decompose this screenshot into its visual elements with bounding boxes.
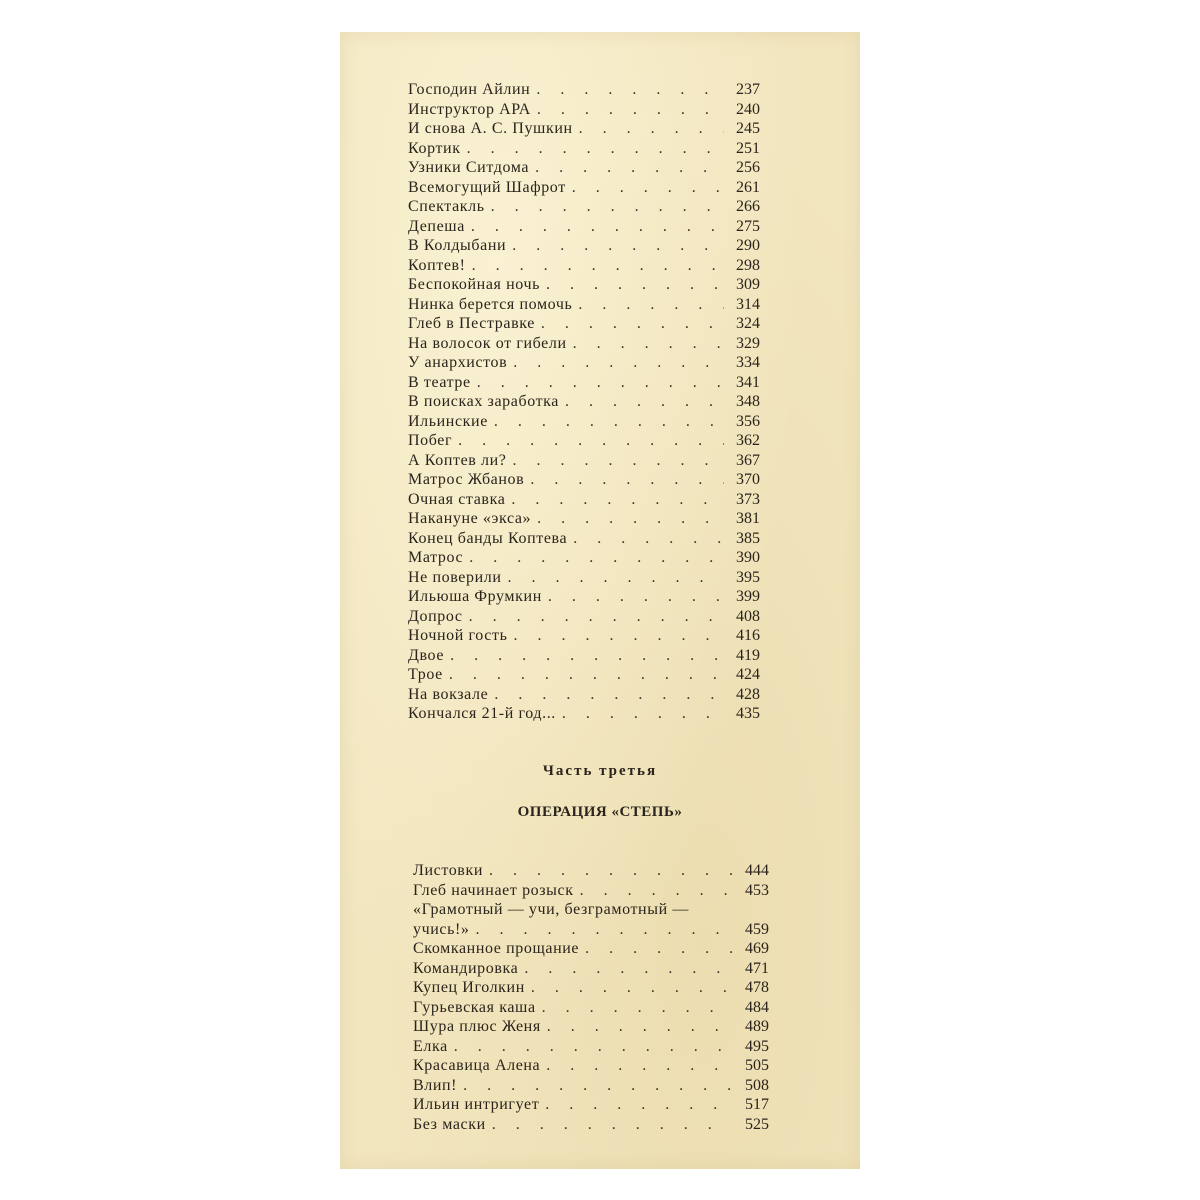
toc-entry-page: 275 bbox=[736, 217, 760, 235]
toc-entry-page: 390 bbox=[736, 549, 760, 566]
toc-leader-dots bbox=[574, 881, 733, 901]
toc-entry bbox=[408, 275, 760, 295]
toc-leader-dots bbox=[567, 529, 724, 549]
toc-entry bbox=[413, 959, 769, 979]
toc-entry bbox=[408, 80, 760, 100]
toc-entry-page: 373 bbox=[736, 490, 760, 508]
toc-entry-title: Кончался 21-й год... bbox=[408, 705, 556, 722]
toc-entry-title: В Колдыбани bbox=[408, 237, 507, 254]
toc-entry bbox=[413, 1076, 769, 1096]
toc-leader-dots bbox=[505, 490, 724, 510]
toc-entry-title: Допрос bbox=[408, 607, 463, 625]
toc-entry bbox=[408, 373, 760, 393]
toc-entry-page: 314 bbox=[736, 295, 760, 313]
toc-entry bbox=[408, 568, 760, 588]
toc-entry-title: Накануне «экса» bbox=[408, 510, 532, 527]
toc-leader-dots bbox=[452, 431, 724, 451]
toc-entry-title: Господин Айлин bbox=[408, 81, 531, 98]
toc-entry bbox=[408, 509, 760, 529]
toc-entry bbox=[413, 1017, 769, 1037]
toc-entry-title: Ночной гость bbox=[408, 627, 508, 644]
toc-entry bbox=[408, 236, 760, 256]
toc-entry bbox=[413, 900, 769, 920]
toc-leader-dots bbox=[535, 314, 724, 334]
toc-entry-title: Беспокойная ночь bbox=[408, 276, 540, 293]
toc-leader-dots bbox=[488, 412, 724, 432]
toc-entry-page: 478 bbox=[745, 979, 769, 996]
toc-leader-dots bbox=[470, 920, 733, 940]
toc-entry bbox=[408, 704, 760, 724]
toc-entry-title: И снова А. С. Пушкин bbox=[408, 120, 573, 137]
toc-entry-title: Инструктор АРА bbox=[408, 100, 531, 118]
toc-leader-dots bbox=[579, 939, 733, 959]
toc-entry bbox=[413, 881, 769, 901]
toc-entry-page: 484 bbox=[745, 998, 769, 1016]
toc-entry bbox=[408, 451, 760, 471]
toc-entry-page: 348 bbox=[736, 393, 760, 410]
toc-leader-dots bbox=[540, 275, 724, 295]
toc-leader-dots bbox=[507, 451, 725, 471]
toc-entry bbox=[408, 646, 760, 666]
toc-entry-title: В театре bbox=[408, 373, 471, 391]
toc-entry bbox=[408, 217, 760, 237]
toc-entry bbox=[408, 470, 760, 490]
toc-entry-page: 240 bbox=[736, 100, 760, 118]
toc-list-part-two bbox=[408, 80, 760, 724]
toc-entry-title: Скомканное прощание bbox=[413, 940, 580, 957]
toc-entry-page: 298 bbox=[736, 256, 760, 274]
toc-entry-title: Кортик bbox=[408, 139, 461, 157]
toc-entry-page: 245 bbox=[736, 120, 760, 137]
toc-entry bbox=[408, 256, 760, 276]
toc-leader-dots bbox=[518, 959, 733, 979]
toc-leader-dots bbox=[572, 295, 724, 315]
toc-entry bbox=[408, 100, 760, 120]
toc-leader-dots bbox=[573, 119, 724, 139]
toc-leader-dots bbox=[567, 334, 724, 354]
toc-entry bbox=[413, 1115, 769, 1135]
toc-leader-dots bbox=[461, 139, 724, 159]
toc-entry-page: 495 bbox=[745, 1037, 769, 1055]
toc-leader-dots bbox=[448, 1037, 733, 1057]
toc-entry-page: 399 bbox=[736, 588, 760, 605]
toc-entry-page: 381 bbox=[736, 510, 760, 527]
toc-entry-page: 329 bbox=[736, 334, 760, 352]
toc-entry-page: 444 bbox=[745, 862, 769, 879]
toc-leader-dots bbox=[559, 392, 724, 412]
toc-entry-page: 237 bbox=[736, 81, 760, 98]
toc-entry-page: 428 bbox=[736, 685, 760, 703]
toc-entry-page: 489 bbox=[745, 1018, 769, 1035]
toc-entry-page: 419 bbox=[736, 646, 760, 664]
toc-entry-page: 266 bbox=[736, 198, 760, 215]
toc-entry-page: 435 bbox=[736, 705, 760, 722]
toc-entry-title: Купец Иголкин bbox=[413, 979, 525, 996]
toc-entry-title: Конец банды Коптева bbox=[408, 529, 568, 547]
toc-entry-page: 471 bbox=[745, 959, 769, 977]
toc-entry-title: Елка bbox=[413, 1037, 448, 1055]
toc-entry-title: На волосок от гибели bbox=[408, 334, 567, 352]
toc-entry-page: 517 bbox=[745, 1096, 769, 1113]
toc-entry bbox=[408, 334, 760, 354]
toc-leader-dots bbox=[466, 256, 724, 276]
toc-entry bbox=[408, 295, 760, 315]
toc-entry-title: Депеша bbox=[408, 217, 465, 235]
toc-entry bbox=[408, 626, 760, 646]
part-label: Часть третья bbox=[542, 763, 658, 779]
toc-entry bbox=[408, 197, 760, 217]
toc-leader-dots bbox=[465, 217, 724, 237]
toc-leader-dots bbox=[556, 704, 724, 724]
toc-entry bbox=[413, 1037, 769, 1057]
toc-entry-title: Очная ставка bbox=[408, 490, 506, 508]
toc-entry-title: Узники Ситдома bbox=[408, 159, 530, 176]
toc-entry bbox=[408, 158, 760, 178]
toc-entry-title: Шура плюс Женя bbox=[413, 1018, 541, 1035]
toc-leader-dots bbox=[531, 509, 724, 529]
toc-leader-dots bbox=[536, 998, 733, 1018]
toc-entry-title: Не поверили bbox=[408, 568, 502, 586]
toc-entry bbox=[408, 139, 760, 159]
toc-entry-page: 424 bbox=[736, 666, 760, 683]
toc-entry-title: Гурьевская каша bbox=[413, 998, 536, 1016]
toc-entry bbox=[408, 392, 760, 412]
toc-entry bbox=[408, 587, 760, 607]
toc-list-part-three bbox=[413, 861, 769, 1134]
toc-entry-page: 251 bbox=[736, 139, 760, 157]
toc-entry-title: Без маски bbox=[413, 1115, 486, 1133]
toc-leader-dots bbox=[485, 197, 724, 217]
toc-entry bbox=[413, 978, 769, 998]
toc-entry-title: В поисках заработка bbox=[408, 393, 560, 410]
toc-entry bbox=[413, 1095, 769, 1115]
toc-entry-page: 469 bbox=[745, 940, 769, 957]
toc-entry-title: Всемогущий Шафрот bbox=[408, 178, 566, 196]
toc-entry bbox=[408, 119, 760, 139]
toc-entry-title: учись!» bbox=[413, 920, 470, 938]
toc-entry-page: 290 bbox=[736, 237, 760, 254]
toc-entry-title: Красавица Алена bbox=[413, 1057, 541, 1074]
toc-leader-dots bbox=[483, 861, 733, 881]
toc-entry-title: Спектакль bbox=[408, 198, 485, 215]
toc-entry-page: 370 bbox=[736, 471, 760, 488]
toc-entry-title: Листовки bbox=[413, 862, 483, 879]
toc-entry-page: 408 bbox=[736, 607, 760, 625]
toc-entry-title: Трое bbox=[408, 666, 443, 683]
toc-entry-title: Командировка bbox=[413, 959, 519, 977]
toc-entry bbox=[408, 412, 760, 432]
toc-entry-page: 459 bbox=[745, 920, 769, 938]
toc-entry-title: Ильин интригует bbox=[413, 1096, 540, 1113]
toc-entry-title: Нинка берется помочь bbox=[408, 295, 573, 313]
toc-leader-dots bbox=[444, 646, 724, 666]
toc-entry-page: 367 bbox=[736, 451, 760, 469]
toc-entry bbox=[413, 1056, 769, 1076]
toc-entry-page: 341 bbox=[736, 373, 760, 391]
toc-entry bbox=[413, 861, 769, 881]
toc-leader-dots bbox=[486, 1115, 733, 1135]
toc-leader-dots bbox=[529, 158, 724, 178]
toc-leader-dots bbox=[502, 568, 725, 588]
toc-leader-dots bbox=[539, 1095, 733, 1115]
toc-entry bbox=[408, 665, 760, 685]
toc-entry bbox=[408, 314, 760, 334]
toc-entry-page: 395 bbox=[736, 568, 760, 586]
toc-entry bbox=[413, 939, 769, 959]
toc-entry bbox=[408, 529, 760, 549]
toc-entry-page: 385 bbox=[736, 529, 760, 547]
toc-leader-dots bbox=[443, 665, 724, 685]
toc-entry-title: Матрос Жбанов bbox=[408, 471, 525, 488]
toc-leader-dots bbox=[566, 178, 724, 198]
toc-entry-title: Влип! bbox=[413, 1076, 458, 1094]
toc-entry-title: Глеб начинает розыск bbox=[413, 881, 574, 899]
toc-entry-page: 324 bbox=[736, 315, 760, 332]
toc-entry-title: Ильюша Фрумкин bbox=[408, 588, 542, 605]
toc-leader-dots bbox=[457, 1076, 733, 1096]
toc-entry-page: 356 bbox=[736, 412, 760, 430]
toc-entry bbox=[408, 490, 760, 510]
toc-entry bbox=[413, 998, 769, 1018]
toc-entry-title: Ильинские bbox=[408, 412, 488, 430]
toc-entry-page: 362 bbox=[736, 432, 760, 449]
toc-leader-dots bbox=[488, 685, 724, 705]
toc-leader-dots bbox=[471, 373, 724, 393]
toc-entry bbox=[408, 353, 760, 373]
toc-entry-title: Побег bbox=[408, 432, 453, 449]
toc-leader-dots bbox=[530, 80, 724, 100]
toc-entry-page: 508 bbox=[745, 1076, 769, 1094]
toc-entry-title: На вокзале bbox=[408, 685, 489, 703]
toc-entry bbox=[408, 685, 760, 705]
toc-leader-dots bbox=[507, 353, 724, 373]
toc-entry bbox=[408, 607, 760, 627]
toc-leader-dots bbox=[540, 1056, 733, 1076]
toc-entry-page: 261 bbox=[736, 178, 760, 196]
toc-entry-title: Глеб в Пестравке bbox=[408, 315, 535, 332]
toc-entry-page: 525 bbox=[745, 1115, 769, 1133]
toc-leader-dots bbox=[463, 607, 724, 627]
toc-leader-dots bbox=[525, 978, 733, 998]
toc-leader-dots bbox=[542, 587, 724, 607]
part-title: ОПЕРАЦИЯ «СТЕПЬ» bbox=[517, 804, 683, 820]
toc-leader-dots bbox=[507, 626, 724, 646]
toc-leader-dots bbox=[524, 470, 724, 490]
toc-entry-title: Матрос bbox=[408, 549, 464, 566]
book-page bbox=[340, 32, 860, 1169]
toc-entry-title: Коптев! bbox=[408, 256, 466, 274]
toc-entry-page: 256 bbox=[736, 159, 760, 176]
toc-entry bbox=[408, 548, 760, 568]
toc-leader-dots bbox=[506, 236, 724, 256]
toc-entry bbox=[413, 920, 769, 940]
toc-entry-title: У анархистов bbox=[408, 354, 508, 371]
toc-leader-dots bbox=[531, 100, 724, 120]
toc-entry-page: 505 bbox=[745, 1057, 769, 1074]
toc-entry-title: А Коптев ли? bbox=[408, 451, 507, 469]
toc-leader-dots bbox=[463, 548, 724, 568]
toc-entry-page: 453 bbox=[745, 881, 769, 899]
toc-entry-page: 416 bbox=[736, 627, 760, 644]
toc-entry-page: 309 bbox=[736, 276, 760, 293]
toc-entry-page: 334 bbox=[736, 354, 760, 371]
toc-entry-title: «Грамотный — учи, безграмотный — bbox=[413, 901, 689, 918]
toc-entry bbox=[408, 178, 760, 198]
toc-leader-dots bbox=[541, 1017, 733, 1037]
toc-entry-title: Двое bbox=[408, 646, 445, 664]
toc-entry bbox=[408, 431, 760, 451]
